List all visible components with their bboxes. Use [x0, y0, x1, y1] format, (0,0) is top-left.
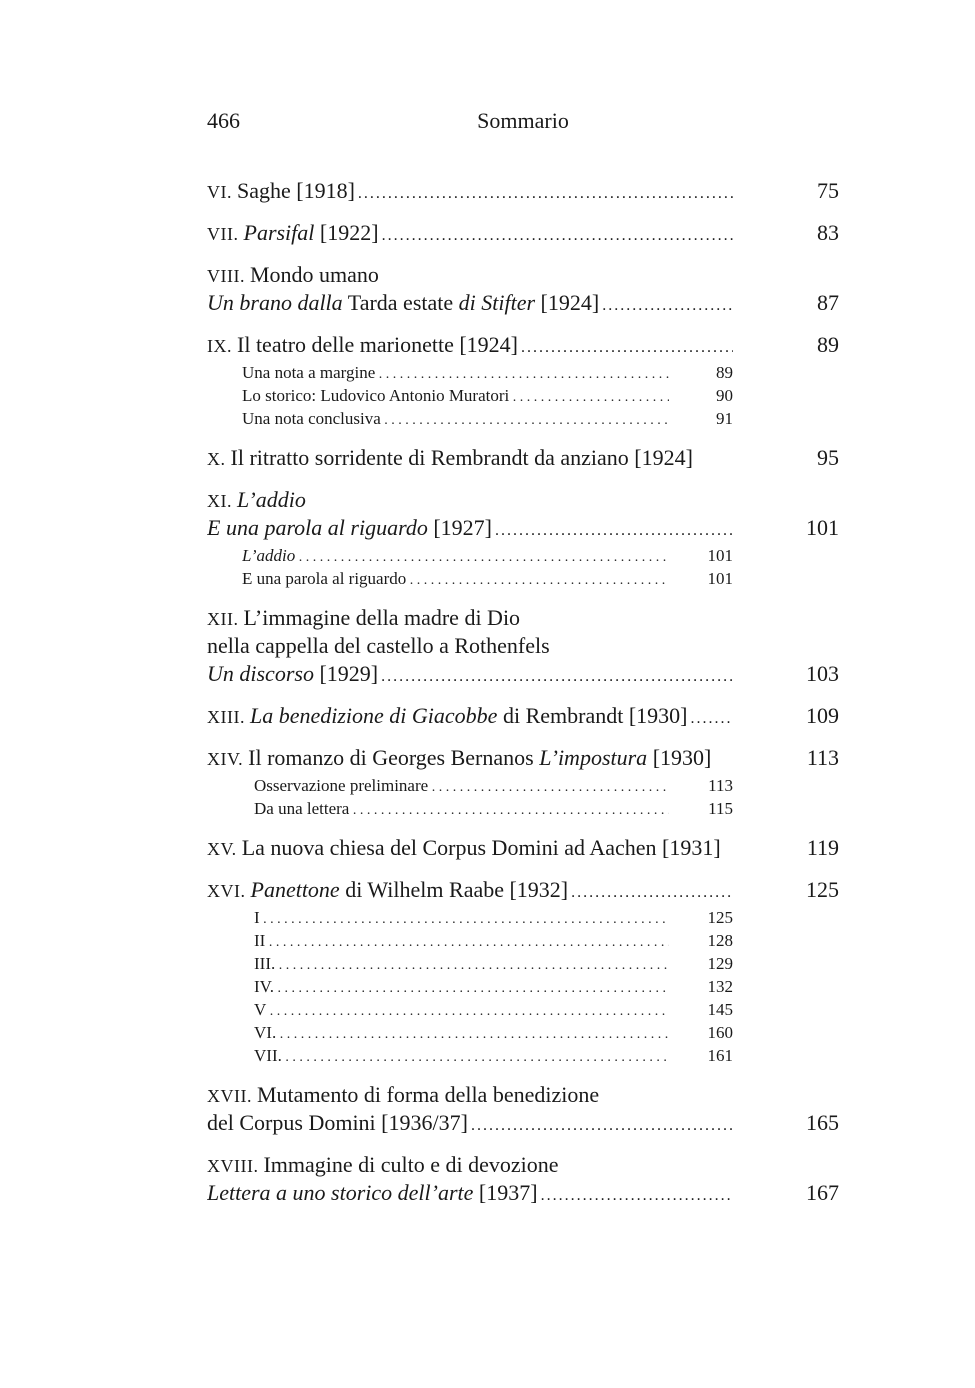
entry-title-italic: E una parola al riguardo — [207, 515, 428, 540]
subsection-title — [254, 906, 669, 931]
entry-title-text: del Corpus Domini [1936/37] — [207, 1110, 468, 1135]
subsection-item — [207, 407, 839, 430]
toc-entry-line — [207, 219, 839, 247]
page-header — [207, 108, 839, 140]
entry-title — [207, 604, 520, 633]
entry-title-text: [1929] — [313, 661, 379, 686]
toc-entry-line — [207, 744, 839, 772]
toc-entry — [207, 486, 839, 590]
subsection-title — [242, 407, 669, 432]
subsection-page-number: 129 — [707, 954, 733, 973]
subsection-page-number: 161 — [707, 1046, 733, 1065]
subsection-item — [207, 567, 839, 590]
entry-page-number: 95 — [817, 445, 839, 470]
subsection-title-text: VII. — [254, 1046, 282, 1065]
subsection-page-number: 132 — [707, 977, 733, 996]
entry-title-text: di Rembrandt [1930] — [497, 703, 688, 728]
toc-entry-line — [207, 514, 839, 542]
subsection-item — [207, 906, 839, 929]
toc-entry-line — [207, 486, 839, 514]
subsection-title-text: Da una lettera — [254, 799, 350, 818]
toc-entry-line — [207, 1109, 839, 1137]
toc-entry-line — [207, 177, 839, 205]
entry-title-text: Il ritratto sorridente di Rembrandt da anziano [1924] — [230, 445, 693, 470]
toc-entry-line — [207, 834, 839, 862]
toc-entry-line — [207, 1081, 839, 1109]
entry-page-number: 167 — [806, 1180, 839, 1205]
entry-title-italic: L’impostura — [539, 745, 648, 770]
subsection-title-text: VI. — [254, 1023, 277, 1042]
subsection-title — [254, 1044, 669, 1069]
subsection-page-number: 101 — [707, 546, 733, 565]
toc-entry — [207, 604, 839, 688]
entry-title-text: Il romanzo di Georges Bernanos — [248, 745, 540, 770]
entry-title-italic: L’addio — [237, 487, 306, 512]
subsection-title — [254, 1021, 669, 1046]
subsection-item — [207, 774, 839, 797]
entry-title-text: Tarda estate — [342, 290, 459, 315]
toc-entry — [207, 219, 839, 247]
entry-title-text: [1927] — [427, 515, 492, 540]
entry-title-italic: Un discorso — [207, 661, 314, 686]
entry-page-number: 101 — [806, 515, 839, 540]
entry-title-text: Immagine di culto e di devozione — [263, 1152, 559, 1177]
subsection-title-text: E una parola al riguardo — [242, 569, 407, 588]
toc-entry — [207, 876, 839, 1067]
subsection-title-text: I — [254, 908, 260, 927]
toc-entry-line — [207, 876, 839, 904]
chapter-number: XVIII. — [207, 1156, 264, 1176]
subsection-title-text: Lo storico: Ludovico Antonio Muratori — [242, 386, 510, 405]
chapter-number: X. — [207, 449, 231, 469]
toc-entry-line — [207, 444, 839, 472]
toc-entry — [207, 177, 839, 205]
entry-page-number: 125 — [806, 877, 839, 902]
entry-page-number: 103 — [806, 661, 839, 686]
entry-title — [207, 834, 721, 863]
subsection-item — [207, 384, 839, 407]
subsection-title — [254, 998, 669, 1023]
subsection-title-text: Una nota a margine — [242, 363, 376, 382]
toc-entry — [207, 444, 839, 472]
entry-title — [207, 1081, 599, 1110]
entry-title-text: [1930] — [647, 745, 712, 770]
entry-title — [207, 514, 733, 545]
entry-page-number: 83 — [817, 220, 839, 245]
toc-entry — [207, 331, 839, 430]
entry-title-text: Mondo umano — [249, 262, 379, 287]
entry-title-text: La nuova chiesa del Corpus Domini ad Aachen [1931] — [241, 835, 721, 860]
subsection-title — [254, 929, 669, 954]
subsection-item — [207, 929, 839, 952]
page-title: Sommario — [477, 108, 569, 133]
subsection-item — [207, 1021, 839, 1044]
toc-entry — [207, 702, 839, 730]
entry-title — [207, 219, 733, 250]
toc-entry-line — [207, 1179, 839, 1207]
subsection-list — [207, 361, 839, 430]
subsection-item — [207, 952, 839, 975]
entry-title-text: nella cappella del castello a Rothenfels — [207, 633, 550, 658]
toc-entry-line — [207, 604, 839, 632]
subsection-page-number: 113 — [708, 776, 733, 795]
subsection-item — [207, 361, 839, 384]
entry-title — [207, 486, 306, 515]
subsection-page-number: 115 — [708, 799, 733, 818]
entry-title — [207, 261, 379, 290]
subsection-item — [207, 975, 839, 998]
chapter-number: XIII. — [207, 707, 250, 727]
subsection-title-text: II — [254, 931, 266, 950]
subsection-item — [207, 998, 839, 1021]
table-of-contents — [207, 177, 839, 1221]
entry-title-text: di Wilhelm Raabe [1932] — [339, 877, 569, 902]
toc-entry — [207, 1081, 839, 1137]
subsection-title — [254, 952, 669, 977]
subsection-item — [207, 797, 839, 820]
subsection-page-number: 128 — [707, 931, 733, 950]
subsection-title — [242, 384, 669, 409]
entry-title-italic: Panettone — [250, 877, 340, 902]
entry-title-italic: Un brano dalla — [207, 290, 343, 315]
subsection-title — [254, 774, 669, 799]
toc-entry-line — [207, 289, 839, 317]
subsection-page-number: 145 — [707, 1000, 733, 1019]
entry-page-number: 113 — [806, 745, 839, 770]
chapter-number: XV. — [207, 839, 242, 859]
entry-title-text: Mutamento di forma della benedizione — [257, 1082, 600, 1107]
subsection-title-text: Una nota conclusiva — [242, 409, 381, 428]
subsection-title — [242, 544, 669, 569]
entry-title-text: [1924] — [535, 290, 600, 315]
entry-page-number: 165 — [806, 1110, 839, 1135]
entry-title-text: L’immagine della madre di Dio — [243, 605, 521, 630]
subsection-item — [207, 544, 839, 567]
entry-page-number: 109 — [806, 703, 839, 728]
entry-title-italic: La benedizione di Giacobbe — [249, 703, 498, 728]
entry-page-number: 119 — [806, 835, 839, 860]
entry-title — [207, 876, 733, 907]
subsection-item — [207, 1044, 839, 1067]
subsection-page-number: 90 — [716, 386, 733, 405]
toc-entry — [207, 834, 839, 862]
entry-title — [207, 702, 733, 733]
entry-title-text: [1937] — [473, 1180, 538, 1205]
toc-entry — [207, 261, 839, 317]
entry-title-text: Saghe [1918] — [237, 178, 355, 203]
toc-entry-line — [207, 660, 839, 688]
entry-title — [207, 1179, 733, 1210]
subsection-list — [207, 774, 839, 820]
subsection-page-number: 91 — [716, 409, 733, 428]
subsection-title-text: V — [254, 1000, 267, 1019]
entry-page-number: 89 — [817, 332, 839, 357]
subsection-title — [254, 797, 669, 822]
entry-title — [207, 444, 693, 473]
toc-entry-line — [207, 1151, 839, 1179]
subsection-page-number: 160 — [707, 1023, 733, 1042]
subsection-page-number: 89 — [716, 363, 733, 382]
toc-entry-line — [207, 632, 839, 660]
entry-title — [207, 289, 733, 320]
page-number: 466 — [207, 108, 240, 133]
entry-title — [207, 632, 550, 660]
entry-title-text: [1922] — [314, 220, 379, 245]
subsection-title — [254, 975, 669, 1000]
entry-title — [207, 660, 733, 691]
subsection-title-text: Osservazione preliminare — [254, 776, 429, 795]
entry-title-italic: Lettera a uno storico dell’arte — [207, 1180, 474, 1205]
subsection-title-italic: L’addio — [242, 546, 296, 565]
entry-title-text: Il teatro delle marionette [1924] — [237, 332, 518, 357]
entry-title-italic: di Stifter — [458, 290, 536, 315]
entry-page-number: 75 — [817, 178, 839, 203]
chapter-number: VI. — [207, 182, 237, 202]
subsection-title — [242, 567, 669, 592]
chapter-number: XVII. — [207, 1086, 257, 1106]
subsection-title — [242, 361, 669, 386]
chapter-number: XVI. — [207, 881, 251, 901]
chapter-number: VIII. — [207, 266, 250, 286]
entry-title — [207, 331, 733, 362]
entry-title — [207, 1151, 559, 1180]
chapter-number: IX. — [207, 336, 237, 356]
subsection-page-number: 101 — [707, 569, 733, 588]
toc-entry-line — [207, 702, 839, 730]
chapter-number: XI. — [207, 491, 237, 511]
subsection-page-number: 125 — [707, 908, 733, 927]
toc-entry-line — [207, 331, 839, 359]
chapter-number: XII. — [207, 609, 244, 629]
toc-entry — [207, 744, 839, 820]
chapter-number: VII. — [207, 224, 244, 244]
chapter-number: XIV. — [207, 749, 249, 769]
toc-entry-line — [207, 261, 839, 289]
subsection-list — [207, 906, 839, 1067]
subsection-title-text: IV. — [254, 977, 274, 996]
entry-title — [207, 177, 733, 208]
subsection-list — [207, 544, 839, 590]
entry-title — [207, 744, 711, 773]
entry-title — [207, 1109, 733, 1140]
toc-entry — [207, 1151, 839, 1207]
subsection-title-text: III. — [254, 954, 276, 973]
entry-page-number: 87 — [817, 290, 839, 315]
entry-title-italic: Parsifal — [243, 220, 315, 245]
